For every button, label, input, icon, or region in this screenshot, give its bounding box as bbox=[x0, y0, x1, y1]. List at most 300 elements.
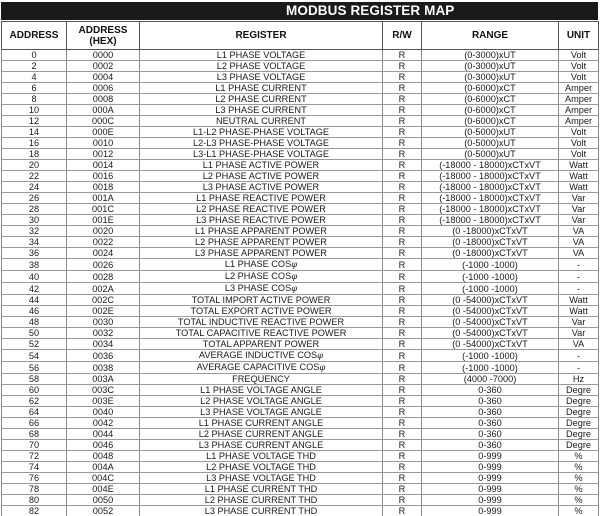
cell-unit: Volt bbox=[559, 72, 599, 83]
cell-range: (0-6000)xCT bbox=[422, 105, 559, 116]
cell-register: L2 PHASE CURRENT bbox=[140, 94, 383, 105]
cell-range: 0-360 bbox=[422, 429, 559, 440]
cell-rw: R bbox=[383, 193, 422, 204]
cell-address-hex: 0000 bbox=[67, 50, 140, 61]
cell-register: NEUTRAL CURRENT bbox=[140, 116, 383, 127]
cell-register: TOTAL IMPORT ACTIVE POWER bbox=[140, 295, 383, 306]
cell-rw: R bbox=[383, 237, 422, 248]
table-row bbox=[2, 248, 599, 259]
cell-address-hex: 0038 bbox=[67, 362, 140, 374]
cell-address-hex: 0048 bbox=[67, 451, 140, 462]
cell-rw: R bbox=[383, 271, 422, 283]
header-address: ADDRESS bbox=[2, 22, 67, 50]
table-row bbox=[2, 105, 599, 116]
table-body bbox=[2, 50, 599, 516]
cell-address-hex: 0036 bbox=[67, 350, 140, 362]
cell-address: 12 bbox=[2, 116, 67, 127]
cell-register: L3-L1 PHASE-PHASE VOLTAGE bbox=[140, 149, 383, 160]
table-row bbox=[2, 362, 599, 374]
cell-address-hex: 003C bbox=[67, 385, 140, 396]
cell-register: L1 PHASE CURRENT ANGLE bbox=[140, 418, 383, 429]
cell-address: 48 bbox=[2, 317, 67, 328]
cell-address-hex: 0044 bbox=[67, 429, 140, 440]
table-row bbox=[2, 237, 599, 248]
cell-register: L1-L2 PHASE-PHASE VOLTAGE bbox=[140, 127, 383, 138]
header-unit: UNIT bbox=[559, 22, 599, 50]
cell-address: 40 bbox=[2, 271, 67, 283]
cell-unit: - bbox=[559, 350, 599, 362]
cell-range: (-18000 - 18000)xCTxVT bbox=[422, 204, 559, 215]
cell-unit: Degre bbox=[559, 407, 599, 418]
cell-register: L2-L3 PHASE-PHASE VOLTAGE bbox=[140, 138, 383, 149]
cell-register: L2 PHASE ACTIVE POWER bbox=[140, 171, 383, 182]
cell-register bbox=[140, 283, 383, 295]
cell-address: 4 bbox=[2, 72, 67, 83]
cell-address-hex: 001A bbox=[67, 193, 140, 204]
cell-unit: % bbox=[559, 473, 599, 484]
cell-rw: R bbox=[383, 50, 422, 61]
cell-unit: % bbox=[559, 484, 599, 495]
cell-address-hex: 000C bbox=[67, 116, 140, 127]
cell-range: (-18000 - 18000)xCTxVT bbox=[422, 193, 559, 204]
cell-rw: R bbox=[383, 171, 422, 182]
cell-rw: R bbox=[383, 462, 422, 473]
cell-rw: R bbox=[383, 283, 422, 295]
register-label: AVERAGE CAPACITIVE COS bbox=[196, 362, 320, 372]
cell-register: FREQUENCY bbox=[140, 374, 383, 385]
cell-register bbox=[140, 259, 383, 271]
cell-range: (-1000 -1000) bbox=[422, 362, 559, 374]
cell-range: (-1000 -1000) bbox=[422, 271, 559, 283]
cell-address-hex: 0022 bbox=[67, 237, 140, 248]
cell-register: L2 PHASE VOLTAGE ANGLE bbox=[140, 396, 383, 407]
cell-range: (0-3000)xUT bbox=[422, 61, 559, 72]
cell-address-hex: 0010 bbox=[67, 138, 140, 149]
table-row bbox=[2, 215, 599, 226]
cell-rw: R bbox=[383, 160, 422, 171]
register-label: L2 PHASE COS bbox=[224, 271, 292, 281]
cell-address: 32 bbox=[2, 226, 67, 237]
cell-address: 36 bbox=[2, 248, 67, 259]
cell-unit: Degre bbox=[559, 440, 599, 451]
cell-address: 20 bbox=[2, 160, 67, 171]
cell-unit: Watt bbox=[559, 182, 599, 193]
cell-address: 72 bbox=[2, 451, 67, 462]
cell-rw: R bbox=[383, 61, 422, 72]
cell-unit: Amper bbox=[559, 83, 599, 94]
cell-rw: R bbox=[383, 396, 422, 407]
cell-address-hex: 001C bbox=[67, 204, 140, 215]
cell-address: 60 bbox=[2, 385, 67, 396]
cell-address: 76 bbox=[2, 473, 67, 484]
table-row bbox=[2, 385, 599, 396]
table-row bbox=[2, 295, 599, 306]
cell-address-hex: 0034 bbox=[67, 339, 140, 350]
cell-range: (-18000 - 18000)xCTxVT bbox=[422, 182, 559, 193]
cell-address-hex: 0050 bbox=[67, 495, 140, 506]
cell-range: (-18000 - 18000)xCTxVT bbox=[422, 215, 559, 226]
phi-symbol: φ bbox=[291, 260, 298, 270]
cell-register: L1 PHASE ACTIVE POWER bbox=[140, 160, 383, 171]
cell-address: 82 bbox=[2, 506, 67, 516]
table-row bbox=[2, 495, 599, 506]
cell-range: (-1000 -1000) bbox=[422, 259, 559, 271]
table-row bbox=[2, 271, 599, 283]
cell-rw: R bbox=[383, 407, 422, 418]
cell-range: (-18000 - 18000)xCTxVT bbox=[422, 171, 559, 182]
cell-unit: VA bbox=[559, 248, 599, 259]
cell-address-hex: 0018 bbox=[67, 182, 140, 193]
cell-range: (0 -18000)xCTxVT bbox=[422, 226, 559, 237]
cell-range: 0-360 bbox=[422, 407, 559, 418]
cell-address: 74 bbox=[2, 462, 67, 473]
cell-unit: Var bbox=[559, 328, 599, 339]
table-row bbox=[2, 350, 599, 362]
cell-address-hex: 0032 bbox=[67, 328, 140, 339]
cell-address: 38 bbox=[2, 259, 67, 271]
cell-unit: VA bbox=[559, 237, 599, 248]
cell-address: 52 bbox=[2, 339, 67, 350]
cell-address: 68 bbox=[2, 429, 67, 440]
cell-unit: - bbox=[559, 283, 599, 295]
cell-rw: R bbox=[383, 295, 422, 306]
cell-range: 0-999 bbox=[422, 506, 559, 516]
table-row bbox=[2, 484, 599, 495]
cell-address-hex: 002A bbox=[67, 283, 140, 295]
cell-register: L1 PHASE REACTIVE POWER bbox=[140, 193, 383, 204]
cell-unit: % bbox=[559, 462, 599, 473]
cell-address: 58 bbox=[2, 374, 67, 385]
cell-rw: R bbox=[383, 385, 422, 396]
table-row bbox=[2, 429, 599, 440]
cell-address: 62 bbox=[2, 396, 67, 407]
table-row bbox=[2, 127, 599, 138]
cell-address: 22 bbox=[2, 171, 67, 182]
cell-address: 78 bbox=[2, 484, 67, 495]
cell-address: 24 bbox=[2, 182, 67, 193]
cell-register: L3 PHASE VOLTAGE THD bbox=[140, 473, 383, 484]
cell-address: 30 bbox=[2, 215, 67, 226]
cell-rw: R bbox=[383, 72, 422, 83]
cell-register bbox=[140, 350, 383, 362]
table-row bbox=[2, 306, 599, 317]
cell-address: 80 bbox=[2, 495, 67, 506]
cell-rw: R bbox=[383, 495, 422, 506]
cell-register: L1 PHASE APPARENT POWER bbox=[140, 226, 383, 237]
cell-address-hex: 0016 bbox=[67, 171, 140, 182]
cell-unit: VA bbox=[559, 339, 599, 350]
cell-register: TOTAL APPARENT POWER bbox=[140, 339, 383, 350]
cell-unit: Watt bbox=[559, 171, 599, 182]
cell-unit: Degre bbox=[559, 418, 599, 429]
table-row bbox=[2, 473, 599, 484]
cell-range: (0-3000)xUT bbox=[422, 72, 559, 83]
cell-unit: Degre bbox=[559, 396, 599, 407]
cell-range: (-1000 -1000) bbox=[422, 283, 559, 295]
cell-address: 26 bbox=[2, 193, 67, 204]
cell-unit: Var bbox=[559, 215, 599, 226]
cell-rw: R bbox=[383, 83, 422, 94]
cell-range: (0-6000)xCT bbox=[422, 116, 559, 127]
cell-range: (0 -18000)xCTxVT bbox=[422, 248, 559, 259]
cell-unit: Watt bbox=[559, 160, 599, 171]
cell-unit: VA bbox=[559, 226, 599, 237]
cell-unit: Volt bbox=[559, 127, 599, 138]
cell-range: 0-999 bbox=[422, 451, 559, 462]
cell-rw: R bbox=[383, 362, 422, 374]
cell-address-hex: 0040 bbox=[67, 407, 140, 418]
table-row bbox=[2, 259, 599, 271]
cell-rw: R bbox=[383, 215, 422, 226]
cell-address: 54 bbox=[2, 350, 67, 362]
cell-address-hex: 002E bbox=[67, 306, 140, 317]
cell-address-hex: 0024 bbox=[67, 248, 140, 259]
cell-rw: R bbox=[383, 105, 422, 116]
cell-rw: R bbox=[383, 204, 422, 215]
cell-address-hex: 000A bbox=[67, 105, 140, 116]
table-row bbox=[2, 317, 599, 328]
cell-rw: R bbox=[383, 350, 422, 362]
phi-symbol: φ bbox=[319, 363, 326, 373]
cell-unit: Var bbox=[559, 204, 599, 215]
cell-range: (4000 -7000) bbox=[422, 374, 559, 385]
cell-unit: Watt bbox=[559, 306, 599, 317]
register-label: AVERAGE INDUCTIVE COS bbox=[198, 350, 318, 360]
table-row bbox=[2, 339, 599, 350]
table-row bbox=[2, 407, 599, 418]
cell-rw: R bbox=[383, 473, 422, 484]
cell-register: L2 PHASE CURRENT THD bbox=[140, 495, 383, 506]
cell-unit: - bbox=[559, 362, 599, 374]
table-row bbox=[2, 138, 599, 149]
cell-register bbox=[140, 271, 383, 283]
table-row bbox=[2, 451, 599, 462]
cell-rw: R bbox=[383, 306, 422, 317]
cell-rw: R bbox=[383, 506, 422, 516]
phi-symbol: φ bbox=[291, 284, 298, 294]
cell-register: L3 PHASE CURRENT ANGLE bbox=[140, 440, 383, 451]
cell-address-hex: 002C bbox=[67, 295, 140, 306]
cell-register: L2 PHASE VOLTAGE THD bbox=[140, 462, 383, 473]
cell-range: (-18000 - 18000)xCTxVT bbox=[422, 160, 559, 171]
table-row bbox=[2, 149, 599, 160]
cell-address-hex: 0006 bbox=[67, 83, 140, 94]
cell-address-hex: 0046 bbox=[67, 440, 140, 451]
table-row bbox=[2, 418, 599, 429]
cell-register: L1 PHASE CURRENT THD bbox=[140, 484, 383, 495]
cell-range: 0-999 bbox=[422, 484, 559, 495]
cell-unit: Volt bbox=[559, 149, 599, 160]
cell-address: 0 bbox=[2, 50, 67, 61]
cell-range: (0 -18000)xCTxVT bbox=[422, 237, 559, 248]
cell-register: L2 PHASE APPARENT POWER bbox=[140, 237, 383, 248]
cell-unit: - bbox=[559, 271, 599, 283]
phi-symbol: φ bbox=[291, 272, 298, 282]
cell-range: (0-6000)xCT bbox=[422, 94, 559, 105]
cell-range: (0 -54000)xCTxVT bbox=[422, 295, 559, 306]
header-range: RANGE bbox=[422, 22, 559, 50]
table-header bbox=[2, 22, 599, 50]
page-title: MODBUS REGISTER MAP bbox=[1, 2, 598, 20]
cell-unit: Degre bbox=[559, 385, 599, 396]
cell-address: 10 bbox=[2, 105, 67, 116]
cell-register: L2 PHASE VOLTAGE bbox=[140, 61, 383, 72]
cell-range: (0 -54000)xCTxVT bbox=[422, 328, 559, 339]
cell-address: 8 bbox=[2, 94, 67, 105]
cell-unit: Volt bbox=[559, 50, 599, 61]
cell-unit: Hz bbox=[559, 374, 599, 385]
cell-register: L1 PHASE VOLTAGE ANGLE bbox=[140, 385, 383, 396]
cell-rw: R bbox=[383, 94, 422, 105]
cell-address-hex: 0008 bbox=[67, 94, 140, 105]
cell-address-hex: 004E bbox=[67, 484, 140, 495]
cell-range: (0-5000)xUT bbox=[422, 149, 559, 160]
cell-unit: Volt bbox=[559, 138, 599, 149]
cell-address: 70 bbox=[2, 440, 67, 451]
cell-address-hex: 0002 bbox=[67, 61, 140, 72]
table-row bbox=[2, 462, 599, 473]
cell-range: 0-360 bbox=[422, 396, 559, 407]
register-table bbox=[1, 21, 599, 516]
table-row bbox=[2, 328, 599, 339]
cell-range: 0-360 bbox=[422, 385, 559, 396]
cell-register: TOTAL CAPACITIVE REACTIVE POWER bbox=[140, 328, 383, 339]
cell-unit: Degre bbox=[559, 429, 599, 440]
cell-register bbox=[140, 362, 383, 374]
cell-address-hex: 0012 bbox=[67, 149, 140, 160]
table-row bbox=[2, 204, 599, 215]
cell-address: 66 bbox=[2, 418, 67, 429]
cell-address-hex: 0026 bbox=[67, 259, 140, 271]
cell-unit: Var bbox=[559, 317, 599, 328]
header-row bbox=[2, 22, 599, 50]
cell-address-hex: 0028 bbox=[67, 271, 140, 283]
table-row bbox=[2, 94, 599, 105]
cell-address: 2 bbox=[2, 61, 67, 72]
phi-symbol: φ bbox=[317, 351, 324, 361]
cell-address: 14 bbox=[2, 127, 67, 138]
header-register: REGISTER bbox=[140, 22, 383, 50]
header-address-hex-line1: ADDRESS bbox=[78, 24, 128, 36]
cell-rw: R bbox=[383, 248, 422, 259]
cell-range: (0-5000)xUT bbox=[422, 138, 559, 149]
cell-register: L1 PHASE CURRENT bbox=[140, 83, 383, 94]
table-row bbox=[2, 226, 599, 237]
cell-range: (0 -54000)xCTxVT bbox=[422, 317, 559, 328]
table-row bbox=[2, 160, 599, 171]
table-row bbox=[2, 283, 599, 295]
cell-unit: Amper bbox=[559, 105, 599, 116]
cell-register: L3 PHASE VOLTAGE bbox=[140, 72, 383, 83]
cell-register: TOTAL EXPORT ACTIVE POWER bbox=[140, 306, 383, 317]
cell-rw: R bbox=[383, 182, 422, 193]
header-address-hex-line2: (HEX) bbox=[89, 35, 117, 47]
table-row bbox=[2, 171, 599, 182]
cell-address-hex: 0042 bbox=[67, 418, 140, 429]
cell-address: 42 bbox=[2, 283, 67, 295]
cell-register: L3 PHASE VOLTAGE ANGLE bbox=[140, 407, 383, 418]
table-row bbox=[2, 83, 599, 94]
cell-register: L3 PHASE CURRENT bbox=[140, 105, 383, 116]
cell-unit: Amper bbox=[559, 116, 599, 127]
header-address-hex bbox=[67, 22, 140, 50]
cell-register: L1 PHASE VOLTAGE THD bbox=[140, 451, 383, 462]
cell-register: L2 PHASE REACTIVE POWER bbox=[140, 204, 383, 215]
cell-unit: Watt bbox=[559, 295, 599, 306]
cell-rw: R bbox=[383, 429, 422, 440]
cell-address-hex: 004C bbox=[67, 473, 140, 484]
cell-address-hex: 000E bbox=[67, 127, 140, 138]
register-label: L1 PHASE COS bbox=[224, 259, 292, 269]
cell-rw: R bbox=[383, 226, 422, 237]
cell-rw: R bbox=[383, 116, 422, 127]
cell-address-hex: 0052 bbox=[67, 506, 140, 516]
cell-range: (0 -54000)xCTxVT bbox=[422, 306, 559, 317]
cell-range: 0-999 bbox=[422, 462, 559, 473]
cell-range: 0-360 bbox=[422, 440, 559, 451]
cell-rw: R bbox=[383, 127, 422, 138]
table-row bbox=[2, 72, 599, 83]
cell-range: (0-3000)xUT bbox=[422, 50, 559, 61]
table-row bbox=[2, 440, 599, 451]
cell-address-hex: 001E bbox=[67, 215, 140, 226]
cell-address: 46 bbox=[2, 306, 67, 317]
cell-rw: R bbox=[383, 138, 422, 149]
cell-rw: R bbox=[383, 418, 422, 429]
cell-address: 44 bbox=[2, 295, 67, 306]
table-row bbox=[2, 116, 599, 127]
cell-address: 16 bbox=[2, 138, 67, 149]
cell-unit: Amper bbox=[559, 94, 599, 105]
cell-range: 0-360 bbox=[422, 418, 559, 429]
cell-unit: % bbox=[559, 495, 599, 506]
register-label: L3 PHASE COS bbox=[224, 283, 292, 293]
cell-unit: % bbox=[559, 451, 599, 462]
table-row bbox=[2, 374, 599, 385]
cell-rw: R bbox=[383, 259, 422, 271]
cell-unit: - bbox=[559, 259, 599, 271]
cell-address: 50 bbox=[2, 328, 67, 339]
cell-address: 34 bbox=[2, 237, 67, 248]
table-row bbox=[2, 193, 599, 204]
cell-address: 28 bbox=[2, 204, 67, 215]
cell-unit: Volt bbox=[559, 61, 599, 72]
cell-address-hex: 0030 bbox=[67, 317, 140, 328]
cell-rw: R bbox=[383, 339, 422, 350]
table-row bbox=[2, 396, 599, 407]
cell-register: L3 PHASE ACTIVE POWER bbox=[140, 182, 383, 193]
cell-rw: R bbox=[383, 328, 422, 339]
cell-rw: R bbox=[383, 149, 422, 160]
cell-address-hex: 003E bbox=[67, 396, 140, 407]
table-row bbox=[2, 506, 599, 516]
cell-register: TOTAL INDUCTIVE REACTIVE POWER bbox=[140, 317, 383, 328]
cell-range: (0 -54000)xCTxVT bbox=[422, 339, 559, 350]
table-row bbox=[2, 61, 599, 72]
cell-rw: R bbox=[383, 451, 422, 462]
cell-rw: R bbox=[383, 484, 422, 495]
cell-register: L3 PHASE REACTIVE POWER bbox=[140, 215, 383, 226]
cell-unit: Var bbox=[559, 193, 599, 204]
cell-register: L3 PHASE CURRENT THD bbox=[140, 506, 383, 516]
cell-rw: R bbox=[383, 440, 422, 451]
cell-address: 56 bbox=[2, 362, 67, 374]
cell-range: 0-999 bbox=[422, 473, 559, 484]
cell-address: 6 bbox=[2, 83, 67, 94]
cell-register: L1 PHASE VOLTAGE bbox=[140, 50, 383, 61]
cell-rw: R bbox=[383, 317, 422, 328]
cell-address-hex: 0014 bbox=[67, 160, 140, 171]
